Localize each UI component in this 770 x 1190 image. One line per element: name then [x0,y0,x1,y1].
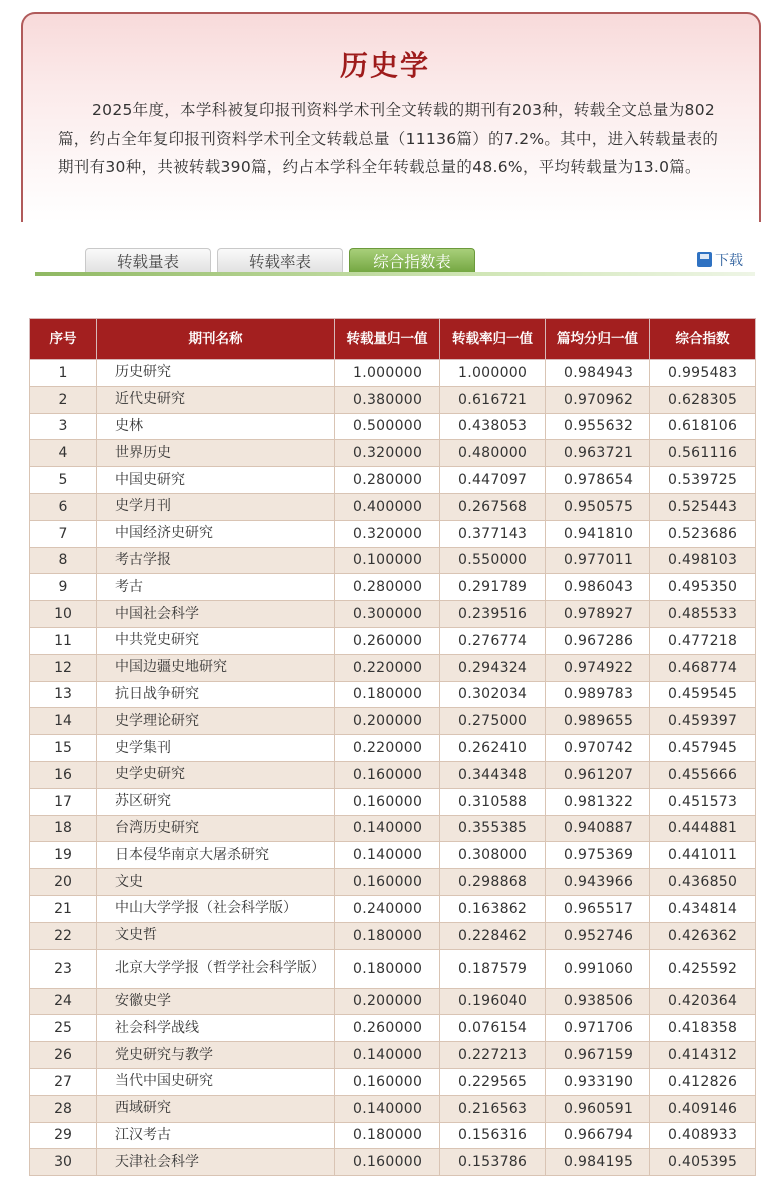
cell-journal-name: 史学理论研究 [97,708,335,735]
cell-volume-norm: 0.280000 [335,574,440,601]
table-row[interactable] [30,869,756,896]
col-header-rank[interactable]: 序号 [30,319,97,360]
intro-paragraph: 2025年度，本学科被复印报刊资料学术刊全文转载的期刊有203种，转载全文总量为802篇，约占全年复印报刊资料学术刊全文转载总量（11136篇）的7.2%。其中，进入转载量表的期刊有30种，共被转载390篇，约占本学科全年转载总量的48.6%，平均转载量为13.0篇。 [58,101,719,176]
cell-volume-norm: 0.160000 [335,1149,440,1176]
cell-volume-norm: 0.100000 [335,547,440,574]
cell-volume-norm: 0.220000 [335,735,440,762]
cell-volume-norm: 0.140000 [335,842,440,869]
cell-rate-norm: 0.229565 [440,1068,546,1095]
cell-composite-index: 0.408933 [650,1122,756,1149]
cell-rank: 18 [30,815,97,842]
cell-rank: 30 [30,1149,97,1176]
tab-reprint-rate[interactable]: 转载率表 [217,248,343,275]
cell-volume-norm: 0.180000 [335,949,440,988]
cell-composite-index: 0.405395 [650,1149,756,1176]
cell-rate-norm: 0.275000 [440,708,546,735]
cell-composite-index: 0.523686 [650,520,756,547]
cell-journal-name: 西域研究 [97,1095,335,1122]
table-row[interactable] [30,467,756,494]
cell-rank: 15 [30,735,97,762]
cell-journal-name: 中山大学学报（社会科学版） [97,895,335,922]
cell-composite-index: 0.426362 [650,922,756,949]
cell-avg-score-norm: 0.961207 [546,761,650,788]
cell-avg-score-norm: 0.974922 [546,654,650,681]
table-row[interactable] [30,520,756,547]
cell-rate-norm: 0.156316 [440,1122,546,1149]
cell-rate-norm: 0.076154 [440,1015,546,1042]
cell-rank: 11 [30,627,97,654]
cell-volume-norm: 0.400000 [335,493,440,520]
table-row[interactable] [30,654,756,681]
table-body [30,360,756,1176]
cell-composite-index: 0.451573 [650,788,756,815]
cell-rate-norm: 0.216563 [440,1095,546,1122]
cell-rate-norm: 0.355385 [440,815,546,842]
cell-composite-index: 0.618106 [650,413,756,440]
table-row[interactable] [30,922,756,949]
cell-composite-index: 0.995483 [650,360,756,387]
cell-composite-index: 0.434814 [650,895,756,922]
cell-composite-index: 0.444881 [650,815,756,842]
page-title: 历史学 [339,49,430,82]
cell-journal-name: 江汉考古 [97,1122,335,1149]
col-header-volume-norm[interactable]: 转载量归一值 [335,319,440,360]
cell-rate-norm: 0.227213 [440,1042,546,1069]
cell-rank: 16 [30,761,97,788]
cell-journal-name: 中共党史研究 [97,627,335,654]
cell-avg-score-norm: 0.941810 [546,520,650,547]
cell-volume-norm: 0.160000 [335,761,440,788]
download-button[interactable] [697,250,743,270]
cell-rank: 27 [30,1068,97,1095]
table-row[interactable] [30,895,756,922]
cell-journal-name: 中国经济史研究 [97,520,335,547]
cell-avg-score-norm: 0.970742 [546,735,650,762]
cell-volume-norm: 0.180000 [335,1122,440,1149]
cell-rank: 29 [30,1122,97,1149]
cell-rank: 3 [30,413,97,440]
cell-volume-norm: 0.140000 [335,815,440,842]
cell-rank: 23 [30,949,97,988]
cell-journal-name: 近代史研究 [97,386,335,413]
table-row[interactable] [30,1149,756,1176]
cell-rate-norm: 1.000000 [440,360,546,387]
cell-rate-norm: 0.163862 [440,895,546,922]
cell-journal-name: 文史哲 [97,922,335,949]
cell-avg-score-norm: 0.938506 [546,988,650,1015]
table-row[interactable] [30,788,756,815]
cell-avg-score-norm: 0.967159 [546,1042,650,1069]
cell-avg-score-norm: 0.978654 [546,467,650,494]
cell-rank: 7 [30,520,97,547]
cell-rank: 17 [30,788,97,815]
cell-rate-norm: 0.616721 [440,386,546,413]
cell-volume-norm: 0.220000 [335,654,440,681]
cell-avg-score-norm: 0.966794 [546,1122,650,1149]
cell-composite-index: 0.525443 [650,493,756,520]
table-row[interactable] [30,1015,756,1042]
table-row[interactable] [30,708,756,735]
cell-volume-norm: 0.320000 [335,440,440,467]
cell-rate-norm: 0.298868 [440,869,546,896]
cell-composite-index: 0.409146 [650,1095,756,1122]
cell-volume-norm: 0.260000 [335,1015,440,1042]
cell-avg-score-norm: 0.967286 [546,627,650,654]
cell-avg-score-norm: 0.991060 [546,949,650,988]
cell-rate-norm: 0.276774 [440,627,546,654]
cell-rate-norm: 0.228462 [440,922,546,949]
table-row[interactable] [30,493,756,520]
cell-composite-index: 0.561116 [650,440,756,467]
cell-composite-index: 0.459545 [650,681,756,708]
table-row[interactable] [30,360,756,387]
cell-composite-index: 0.468774 [650,654,756,681]
cell-journal-name: 中国史研究 [97,467,335,494]
table-row[interactable] [30,386,756,413]
cell-avg-score-norm: 0.940887 [546,815,650,842]
cell-rank: 9 [30,574,97,601]
cell-rate-norm: 0.187579 [440,949,546,988]
cell-rate-norm: 0.294324 [440,654,546,681]
table-row[interactable] [30,1122,756,1149]
cell-rate-norm: 0.550000 [440,547,546,574]
cell-rate-norm: 0.438053 [440,413,546,440]
table-row[interactable] [30,842,756,869]
cell-rate-norm: 0.239516 [440,601,546,628]
cell-rank: 14 [30,708,97,735]
cell-avg-score-norm: 0.933190 [546,1068,650,1095]
cell-avg-score-norm: 0.965517 [546,895,650,922]
cell-journal-name: 天津社会科学 [97,1149,335,1176]
cell-avg-score-norm: 0.955632 [546,413,650,440]
cell-avg-score-norm: 0.984195 [546,1149,650,1176]
table-row[interactable] [30,547,756,574]
cell-rate-norm: 0.302034 [440,681,546,708]
tab-reprint-volume[interactable]: 转载量表 [85,248,211,275]
cell-rate-norm: 0.344348 [440,761,546,788]
cell-volume-norm: 0.140000 [335,1042,440,1069]
cell-rank: 4 [30,440,97,467]
col-header-rate-norm[interactable]: 转载率归一值 [440,319,546,360]
cell-rank: 22 [30,922,97,949]
cell-rate-norm: 0.447097 [440,467,546,494]
cell-rate-norm: 0.153786 [440,1149,546,1176]
save-disk-icon [697,252,712,267]
cell-journal-name: 史学史研究 [97,761,335,788]
cell-journal-name: 历史研究 [97,360,335,387]
cell-avg-score-norm: 0.981322 [546,788,650,815]
table-row[interactable] [30,1042,756,1069]
cell-rank: 5 [30,467,97,494]
cell-volume-norm: 0.180000 [335,922,440,949]
cell-rank: 10 [30,601,97,628]
cell-avg-score-norm: 0.986043 [546,574,650,601]
cell-rank: 25 [30,1015,97,1042]
cell-rank: 2 [30,386,97,413]
cell-rank: 24 [30,988,97,1015]
cell-avg-score-norm: 0.977011 [546,547,650,574]
cell-composite-index: 0.477218 [650,627,756,654]
cell-volume-norm: 0.200000 [335,708,440,735]
cell-avg-score-norm: 0.970962 [546,386,650,413]
cell-journal-name: 史学月刊 [97,493,335,520]
cell-composite-index: 0.420364 [650,988,756,1015]
cell-volume-norm: 0.160000 [335,788,440,815]
cell-journal-name: 党史研究与教学 [97,1042,335,1069]
table-row[interactable] [30,761,756,788]
cell-journal-name: 安徽史学 [97,988,335,1015]
cell-volume-norm: 1.000000 [335,360,440,387]
cell-rank: 6 [30,493,97,520]
table-row[interactable] [30,815,756,842]
cell-volume-norm: 0.180000 [335,681,440,708]
cell-journal-name: 中国社会科学 [97,601,335,628]
cell-avg-score-norm: 0.971706 [546,1015,650,1042]
col-header-composite[interactable]: 综合指数 [650,319,756,360]
tab-composite-index[interactable]: 综合指数表 [349,248,475,275]
cell-volume-norm: 0.140000 [335,1095,440,1122]
col-header-avg-score-norm[interactable]: 篇均分归一值 [546,319,650,360]
table-row[interactable] [30,949,756,988]
cell-composite-index: 0.539725 [650,467,756,494]
cell-composite-index: 0.459397 [650,708,756,735]
cell-avg-score-norm: 0.989655 [546,708,650,735]
table-row[interactable] [30,1095,756,1122]
cell-journal-name: 苏区研究 [97,788,335,815]
col-header-journal[interactable]: 期刊名称 [97,319,335,360]
cell-rate-norm: 0.308000 [440,842,546,869]
cell-rank: 1 [30,360,97,387]
composite-index-table [29,318,756,1176]
cell-avg-score-norm: 0.950575 [546,493,650,520]
cell-journal-name: 当代中国史研究 [97,1068,335,1095]
cell-volume-norm: 0.160000 [335,869,440,896]
cell-rate-norm: 0.310588 [440,788,546,815]
cell-journal-name: 社会科学战线 [97,1015,335,1042]
cell-composite-index: 0.425592 [650,949,756,988]
cell-composite-index: 0.485533 [650,601,756,628]
cell-rate-norm: 0.377143 [440,520,546,547]
cell-rank: 8 [30,547,97,574]
table-row[interactable] [30,988,756,1015]
cell-avg-score-norm: 0.952746 [546,922,650,949]
cell-rank: 12 [30,654,97,681]
cell-composite-index: 0.455666 [650,761,756,788]
table-row[interactable] [30,627,756,654]
cell-volume-norm: 0.260000 [335,627,440,654]
cell-volume-norm: 0.240000 [335,895,440,922]
cell-composite-index: 0.495350 [650,574,756,601]
cell-volume-norm: 0.500000 [335,413,440,440]
cell-composite-index: 0.436850 [650,869,756,896]
cell-composite-index: 0.414312 [650,1042,756,1069]
cell-rate-norm: 0.196040 [440,988,546,1015]
cell-avg-score-norm: 0.943966 [546,869,650,896]
cell-composite-index: 0.412826 [650,1068,756,1095]
cell-rank: 21 [30,895,97,922]
cell-journal-name: 世界历史 [97,440,335,467]
table-header-row [30,319,756,360]
cell-journal-name: 文史 [97,869,335,896]
table-row[interactable] [30,574,756,601]
cell-volume-norm: 0.320000 [335,520,440,547]
download-label: 下载 [715,253,743,269]
cell-journal-name: 中国边疆史地研究 [97,654,335,681]
cell-volume-norm: 0.280000 [335,467,440,494]
cell-volume-norm: 0.300000 [335,601,440,628]
cell-journal-name: 考古学报 [97,547,335,574]
table-row[interactable] [30,681,756,708]
cell-rate-norm: 0.291789 [440,574,546,601]
cell-journal-name: 北京大学学报（哲学社会科学版） [97,949,335,988]
cell-composite-index: 0.498103 [650,547,756,574]
cell-rank: 20 [30,869,97,896]
cell-avg-score-norm: 0.963721 [546,440,650,467]
cell-avg-score-norm: 0.960591 [546,1095,650,1122]
cell-composite-index: 0.441011 [650,842,756,869]
cell-composite-index: 0.457945 [650,735,756,762]
table-row[interactable] [30,1068,756,1095]
cell-journal-name: 史林 [97,413,335,440]
cell-journal-name: 日本侵华南京大屠杀研究 [97,842,335,869]
cell-journal-name: 台湾历史研究 [97,815,335,842]
cell-avg-score-norm: 0.978927 [546,601,650,628]
cell-rank: 26 [30,1042,97,1069]
table-row[interactable] [30,601,756,628]
cell-rate-norm: 0.262410 [440,735,546,762]
cell-rank: 13 [30,681,97,708]
cell-rate-norm: 0.480000 [440,440,546,467]
cell-journal-name: 史学集刊 [97,735,335,762]
cell-avg-score-norm: 0.989783 [546,681,650,708]
cell-composite-index: 0.628305 [650,386,756,413]
cell-rate-norm: 0.267568 [440,493,546,520]
table-row[interactable] [30,735,756,762]
table-row[interactable] [30,440,756,467]
cell-journal-name: 抗日战争研究 [97,681,335,708]
cell-rank: 19 [30,842,97,869]
table-row[interactable] [30,413,756,440]
cell-composite-index: 0.418358 [650,1015,756,1042]
cell-volume-norm: 0.160000 [335,1068,440,1095]
cell-volume-norm: 0.380000 [335,386,440,413]
cell-volume-norm: 0.200000 [335,988,440,1015]
tab-underline [35,272,755,276]
cell-avg-score-norm: 0.984943 [546,360,650,387]
cell-rank: 28 [30,1095,97,1122]
cell-journal-name: 考古 [97,574,335,601]
cell-avg-score-norm: 0.975369 [546,842,650,869]
